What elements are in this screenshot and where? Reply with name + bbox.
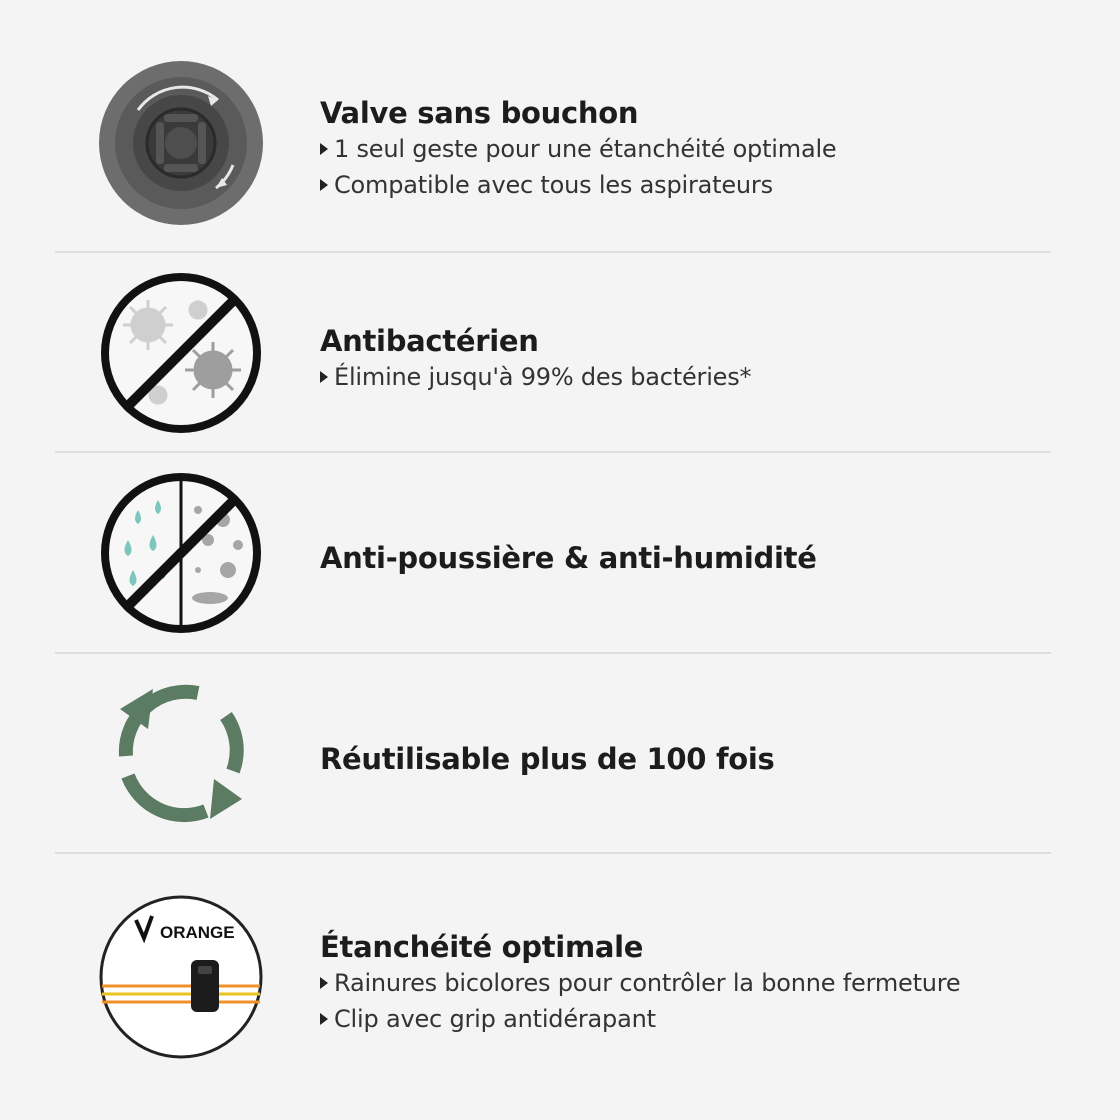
no-bacteria-icon xyxy=(98,270,264,436)
feature-bullet: Élimine jusqu'à 99% des bactéries* xyxy=(320,359,1080,395)
feature-bullet: Rainures bicolores pour contrôler la bonne fermeture xyxy=(320,965,1080,1001)
feature-title: Anti-poussière & anti-humidité xyxy=(320,541,817,575)
divider xyxy=(55,852,1051,854)
orange-label: ORANGE xyxy=(160,923,235,942)
feature-title: Valve sans bouchon xyxy=(320,96,639,130)
feature-bullet: Clip avec grip antidérapant xyxy=(320,1001,1080,1037)
feature-title: Réutilisable plus de 100 fois xyxy=(320,742,775,776)
feature-text xyxy=(320,95,1080,203)
bullet-triangle-icon xyxy=(320,179,328,191)
feature-text xyxy=(320,741,1080,777)
no-dust-no-humidity-icon xyxy=(98,470,264,636)
feature-text xyxy=(320,540,1080,576)
bullet-triangle-icon xyxy=(320,1013,328,1025)
feature-title: Étanchéité optimale xyxy=(320,930,644,964)
bullet-triangle-icon xyxy=(320,371,328,383)
feature-title: Antibactérien xyxy=(320,324,539,358)
feature-text xyxy=(320,323,1080,395)
recycle-arrows-icon xyxy=(98,671,264,837)
feature-bullet: Compatible avec tous les aspirateurs xyxy=(320,167,1080,203)
divider xyxy=(55,652,1051,654)
feature-text xyxy=(320,929,1080,1037)
bullet-triangle-icon xyxy=(320,143,328,155)
bullet-triangle-icon xyxy=(320,977,328,989)
orange-seal-clip-icon xyxy=(98,894,264,1060)
feature-bullet: 1 seul geste pour une étanchéité optimale xyxy=(320,131,1080,167)
divider xyxy=(55,251,1051,253)
divider xyxy=(55,451,1051,453)
valve-icon xyxy=(98,60,264,226)
